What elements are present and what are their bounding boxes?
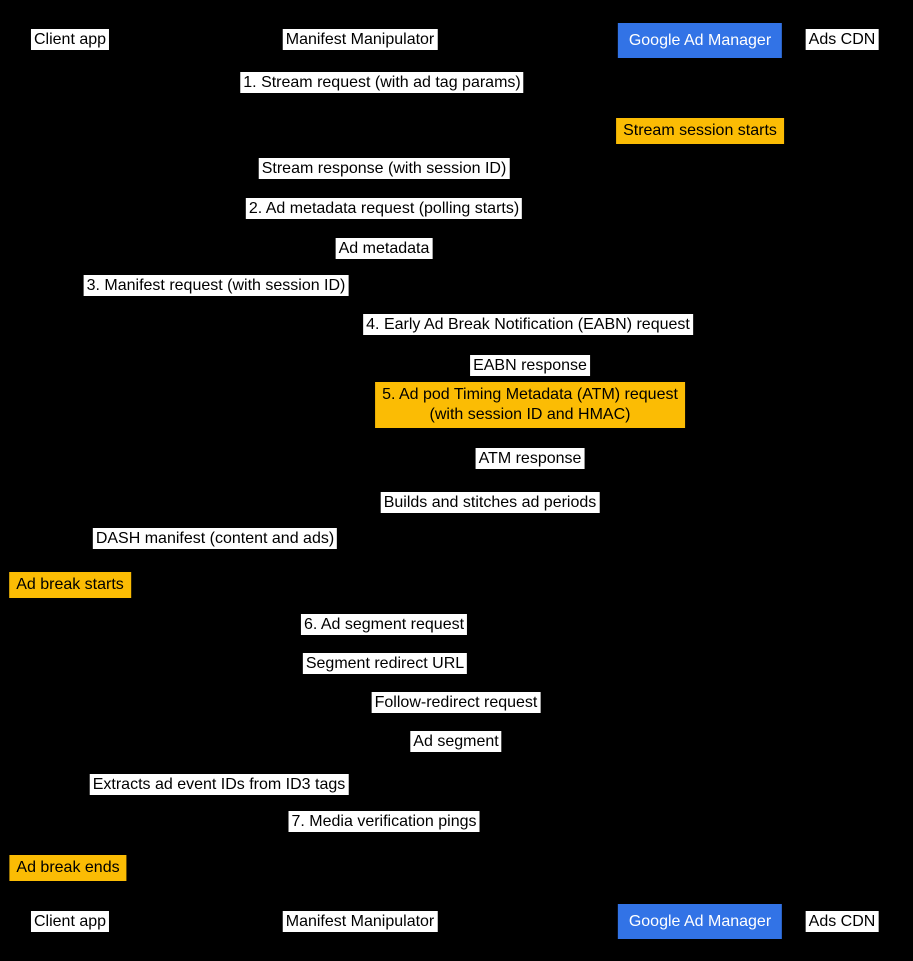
message-stream-response: Stream response (with session ID) (259, 158, 510, 179)
message-media-verification-pings: 7. Media verification pings (289, 811, 480, 832)
note-atm-request (375, 382, 685, 428)
note-ad-break-ends: Ad break ends (9, 855, 126, 881)
message-ad-segment-request: 6. Ad segment request (301, 614, 467, 635)
participant-client-app-top: Client app (31, 29, 109, 50)
note-builds-and-stitches: Builds and stitches ad periods (381, 492, 600, 513)
message-follow-redirect-request: Follow-redirect request (372, 692, 541, 713)
message-segment-redirect-url: Segment redirect URL (303, 653, 467, 674)
participant-google-ad-manager-top: Google Ad Manager (618, 23, 782, 58)
lifeline-ads-cdn (842, 60, 843, 901)
participant-manifest-manipulator-bottom: Manifest Manipulator (283, 911, 438, 932)
message-atm-response: ATM response (476, 448, 585, 469)
message-ad-segment: Ad segment (410, 731, 501, 752)
note-atm-request-line2: (with session ID and HMAC) (429, 406, 631, 423)
participant-client-app-bottom: Client app (31, 911, 109, 932)
note-atm-request-line1: 5. Ad pod Timing Metadata (ATM) request (382, 386, 678, 403)
message-ad-metadata: Ad metadata (336, 238, 433, 259)
lifeline-client-app (70, 60, 71, 901)
message-dash-manifest: DASH manifest (content and ads) (93, 528, 337, 549)
note-extracts-id3: Extracts ad event IDs from ID3 tags (90, 774, 349, 795)
message-eabn-response: EABN response (470, 355, 590, 376)
note-ad-break-starts: Ad break starts (9, 572, 131, 598)
message-ad-metadata-request: 2. Ad metadata request (polling starts) (246, 198, 522, 219)
message-eabn-request: 4. Early Ad Break Notification (EABN) request (363, 314, 693, 335)
lifeline-google-ad-manager (700, 60, 701, 901)
message-manifest-request: 3. Manifest request (with session ID) (84, 275, 349, 296)
message-stream-request: 1. Stream request (with ad tag params) (240, 72, 523, 93)
participant-ads-cdn-bottom: Ads CDN (806, 911, 879, 932)
note-stream-session-starts: Stream session starts (616, 118, 784, 144)
participant-manifest-manipulator-top: Manifest Manipulator (283, 29, 438, 50)
participant-ads-cdn-top: Ads CDN (806, 29, 879, 50)
lifeline-manifest-manipulator (360, 60, 361, 901)
participant-google-ad-manager-bottom: Google Ad Manager (618, 904, 782, 939)
